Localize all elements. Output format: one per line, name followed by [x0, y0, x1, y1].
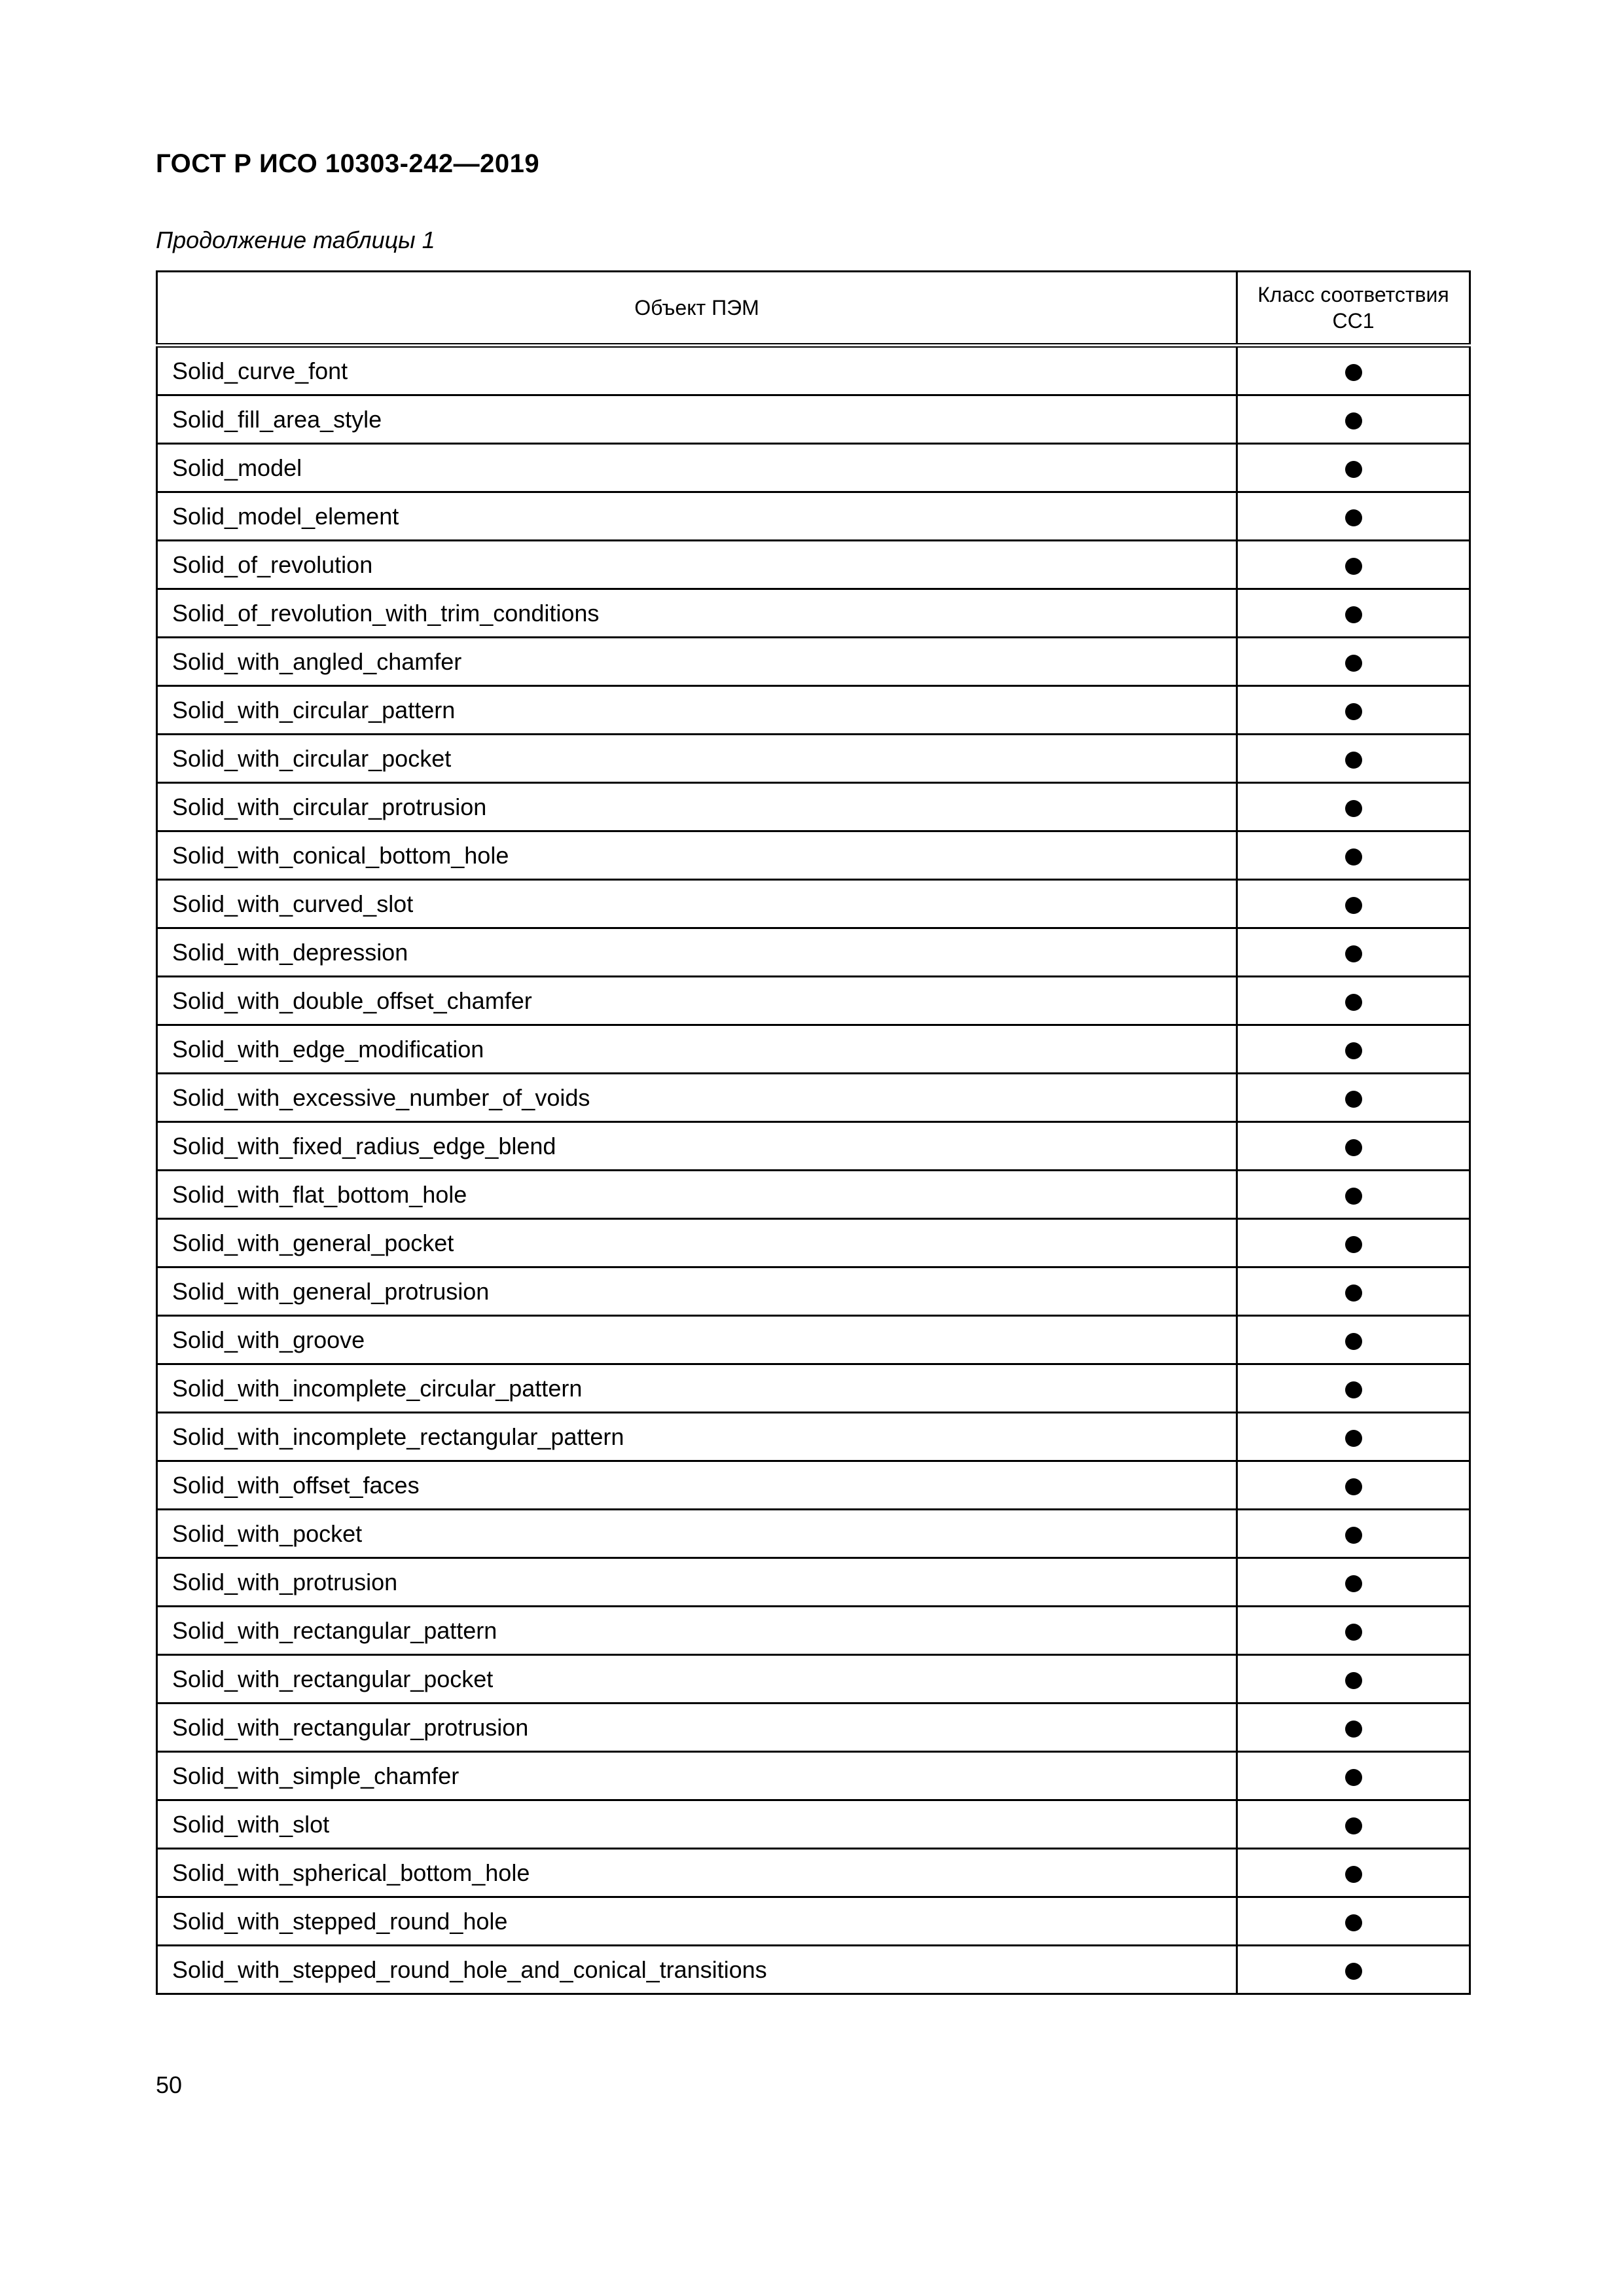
table-row [157, 1316, 1470, 1364]
object-name-cell: Solid_with_slot [157, 1800, 1237, 1849]
table-row [157, 1364, 1470, 1413]
object-name-cell: Solid_with_circular_protrusion [157, 783, 1237, 831]
object-name-cell: Solid_with_excessive_number_of_voids [157, 1074, 1237, 1122]
filled-circle-icon [1345, 897, 1362, 914]
document-header: ГОСТ Р ИСО 10303-242—2019 [156, 149, 540, 178]
table-row [157, 1800, 1470, 1849]
filled-circle-icon [1345, 994, 1362, 1011]
table-row [157, 977, 1470, 1025]
object-name-cell: Solid_model [157, 444, 1237, 492]
filled-circle-icon [1345, 1478, 1362, 1495]
conformance-cell [1237, 1171, 1470, 1219]
table-row [157, 346, 1470, 395]
conformance-cell [1237, 783, 1470, 831]
object-name-cell: Solid_with_double_offset_chamfer [157, 977, 1237, 1025]
conformance-cell [1237, 686, 1470, 735]
object-name-cell: Solid_with_edge_modification [157, 1025, 1237, 1074]
conformance-cell [1237, 1510, 1470, 1558]
conformance-cell [1237, 1316, 1470, 1364]
filled-circle-icon [1345, 1381, 1362, 1398]
filled-circle-icon [1345, 1188, 1362, 1205]
filled-circle-icon [1345, 1769, 1362, 1786]
filled-circle-icon [1345, 1527, 1362, 1544]
conformance-table [156, 270, 1471, 1995]
conformance-cell [1237, 1607, 1470, 1655]
object-name-cell: Solid_with_rectangular_protrusion [157, 1704, 1237, 1752]
filled-circle-icon [1345, 1042, 1362, 1059]
filled-circle-icon [1345, 1575, 1362, 1592]
table-row [157, 1752, 1470, 1800]
object-name-cell: Solid_with_rectangular_pattern [157, 1607, 1237, 1655]
table-row [157, 1074, 1470, 1122]
conformance-cell [1237, 1946, 1470, 1994]
object-name-cell: Solid_with_offset_faces [157, 1461, 1237, 1510]
table-row [157, 1267, 1470, 1316]
table-row [157, 1607, 1470, 1655]
table-row [157, 638, 1470, 686]
conformance-cell [1237, 831, 1470, 880]
object-name-cell: Solid_with_stepped_round_hole [157, 1897, 1237, 1946]
filled-circle-icon [1345, 703, 1362, 720]
object-name-cell: Solid_with_simple_chamfer [157, 1752, 1237, 1800]
filled-circle-icon [1345, 1624, 1362, 1641]
filled-circle-icon [1345, 655, 1362, 672]
table-row [157, 1704, 1470, 1752]
filled-circle-icon [1345, 1817, 1362, 1834]
conformance-cell [1237, 1219, 1470, 1267]
object-name-cell: Solid_curve_font [157, 346, 1237, 395]
conformance-cell [1237, 1897, 1470, 1946]
table-row [157, 1025, 1470, 1074]
table-row [157, 1413, 1470, 1461]
table-row [157, 1655, 1470, 1704]
conformance-cell [1237, 1074, 1470, 1122]
filled-circle-icon [1345, 1430, 1362, 1447]
table-row [157, 444, 1470, 492]
filled-circle-icon [1345, 752, 1362, 769]
object-name-cell: Solid_with_fixed_radius_edge_blend [157, 1122, 1237, 1171]
table-row [157, 589, 1470, 638]
filled-circle-icon [1345, 558, 1362, 575]
object-name-cell: Solid_with_circular_pattern [157, 686, 1237, 735]
table-row [157, 1849, 1470, 1897]
conformance-cell [1237, 444, 1470, 492]
object-name-cell: Solid_with_spherical_bottom_hole [157, 1849, 1237, 1897]
table-body [157, 346, 1470, 1994]
table-row [157, 686, 1470, 735]
conformance-cell [1237, 928, 1470, 977]
filled-circle-icon [1345, 848, 1362, 866]
filled-circle-icon [1345, 1236, 1362, 1253]
table-row [157, 541, 1470, 589]
table-row [157, 735, 1470, 783]
object-name-cell: Solid_with_conical_bottom_hole [157, 831, 1237, 880]
conformance-cell [1237, 1364, 1470, 1413]
object-name-cell: Solid_model_element [157, 492, 1237, 541]
object-name-cell: Solid_with_incomplete_rectangular_pattern [157, 1413, 1237, 1461]
filled-circle-icon [1345, 1091, 1362, 1108]
table-row [157, 880, 1470, 928]
object-name-cell: Solid_with_incomplete_circular_pattern [157, 1364, 1237, 1413]
filled-circle-icon [1345, 1866, 1362, 1883]
table-caption: Продолжение таблицы 1 [156, 227, 435, 253]
conformance-cell [1237, 1558, 1470, 1607]
table-row [157, 928, 1470, 977]
conformance-cell [1237, 1413, 1470, 1461]
object-name-cell: Solid_with_rectangular_pocket [157, 1655, 1237, 1704]
table-row [157, 1461, 1470, 1510]
column-header-class [1237, 272, 1470, 346]
filled-circle-icon [1345, 1914, 1362, 1931]
object-name-cell: Solid_of_revolution [157, 541, 1237, 589]
conformance-cell [1237, 1849, 1470, 1897]
table-row [157, 1510, 1470, 1558]
filled-circle-icon [1345, 509, 1362, 526]
filled-circle-icon [1345, 412, 1362, 429]
conformance-cell [1237, 492, 1470, 541]
object-name-cell: Solid_with_depression [157, 928, 1237, 977]
conformance-cell [1237, 1122, 1470, 1171]
conformance-cell [1237, 541, 1470, 589]
conformance-cell [1237, 1752, 1470, 1800]
filled-circle-icon [1345, 1963, 1362, 1980]
filled-circle-icon [1345, 606, 1362, 623]
object-name-cell: Solid_with_protrusion [157, 1558, 1237, 1607]
filled-circle-icon [1345, 1333, 1362, 1350]
object-name-cell: Solid_of_revolution_with_trim_conditions [157, 589, 1237, 638]
table-row [157, 831, 1470, 880]
table-container [156, 270, 1469, 1995]
object-name-cell: Solid_with_flat_bottom_hole [157, 1171, 1237, 1219]
filled-circle-icon [1345, 1672, 1362, 1689]
column-header-object: Объект ПЭМ [157, 272, 1237, 346]
conformance-cell [1237, 977, 1470, 1025]
object-name-cell: Solid_with_general_protrusion [157, 1267, 1237, 1316]
object-name-cell: Solid_with_angled_chamfer [157, 638, 1237, 686]
object-name-cell: Solid_with_stepped_round_hole_and_conical_transitions [157, 1946, 1237, 1994]
table-row [157, 1558, 1470, 1607]
conformance-cell [1237, 1655, 1470, 1704]
conformance-cell [1237, 1025, 1470, 1074]
conformance-cell [1237, 880, 1470, 928]
table-row [157, 1122, 1470, 1171]
table-row [157, 783, 1470, 831]
conformance-cell [1237, 1704, 1470, 1752]
conformance-cell [1237, 346, 1470, 395]
table-row [157, 1897, 1470, 1946]
table-header-row [157, 272, 1470, 346]
object-name-cell: Solid_with_circular_pocket [157, 735, 1237, 783]
conformance-cell [1237, 638, 1470, 686]
column-header-class-line1: Класс соответствия CC1 [1257, 283, 1449, 333]
conformance-cell [1237, 589, 1470, 638]
object-name-cell: Solid_with_pocket [157, 1510, 1237, 1558]
filled-circle-icon [1345, 364, 1362, 381]
page-number: 50 [156, 2071, 183, 2098]
conformance-cell [1237, 1800, 1470, 1849]
conformance-cell [1237, 1461, 1470, 1510]
conformance-cell [1237, 395, 1470, 444]
filled-circle-icon [1345, 1721, 1362, 1738]
table-row [157, 1946, 1470, 1994]
table-row [157, 492, 1470, 541]
filled-circle-icon [1345, 1285, 1362, 1302]
filled-circle-icon [1345, 1139, 1362, 1156]
conformance-cell [1237, 1267, 1470, 1316]
conformance-cell [1237, 735, 1470, 783]
filled-circle-icon [1345, 800, 1362, 817]
object-name-cell: Solid_with_general_pocket [157, 1219, 1237, 1267]
table-row [157, 1171, 1470, 1219]
table-row [157, 1219, 1470, 1267]
object-name-cell: Solid_with_curved_slot [157, 880, 1237, 928]
object-name-cell: Solid_fill_area_style [157, 395, 1237, 444]
object-name-cell: Solid_with_groove [157, 1316, 1237, 1364]
filled-circle-icon [1345, 461, 1362, 478]
table-row [157, 395, 1470, 444]
filled-circle-icon [1345, 945, 1362, 962]
